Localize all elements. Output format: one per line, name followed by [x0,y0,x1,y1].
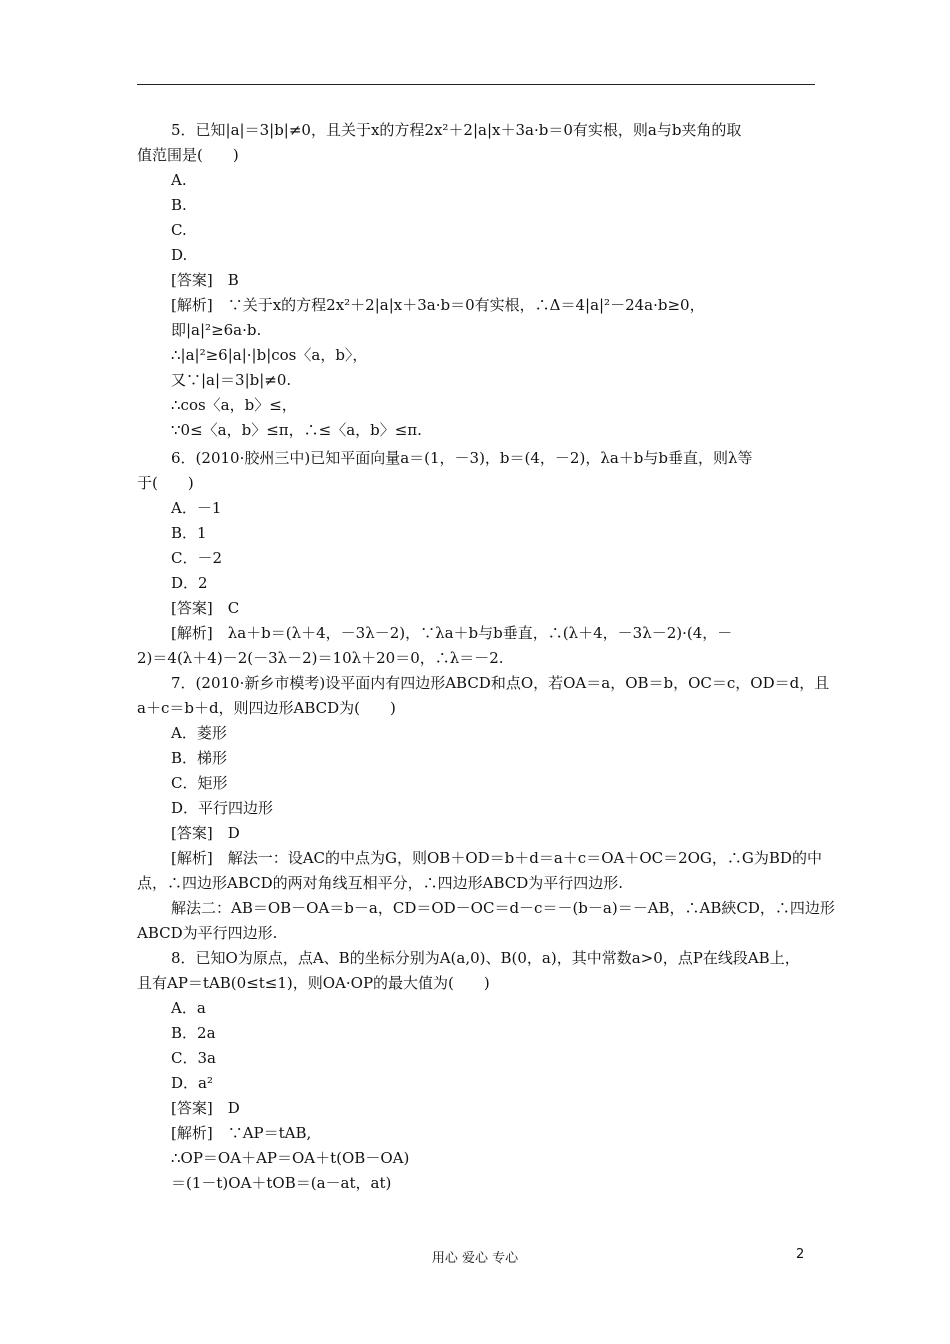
text-line: B．2a [171,1024,216,1042]
text-line: [解析] 解法一：设AC的中点为G，则OB＋OD＝b＋d＝a＋c＝OA＋OC＝2OG，∴G为BD的中 [171,849,822,867]
text-line: ∵0≤〈a，b〉≤π，∴≤〈a，b〉≤π. [171,421,422,439]
footer-text: 用心 爱心 专心 [431,1251,519,1266]
text-line: 于( ) [137,474,194,492]
text-line: A．a [171,999,206,1017]
text-line: 7．(2010·新乡市模考)设平面内有四边形ABCD和点O，若OA＝a，OB＝b，OC＝c，OD＝d，且 [171,674,830,692]
text-line: B．梯形 [171,749,228,767]
text-line: ＝(1－t)OA＋tOB＝(a－at，at) [171,1174,392,1192]
text-line: A. [171,171,187,189]
text-line: 6．(2010·胶州三中)已知平面向量a＝(1，－3)，b＝(4，－2)，λa＋b与b垂直，则λ等 [171,449,753,467]
text-line: ∴cos〈a，b〉≤， [171,396,297,414]
text-line: C．－2 [171,549,223,567]
text-line: [答案] B [171,271,239,289]
text-line: 即|a|²≥6a·b. [171,321,262,339]
text-line: [解析] λa＋b＝(λ＋4，－3λ－2)，∵λa＋b与b垂直，∴(λ＋4，－3λ－2)·(4，－ [171,624,733,642]
text-line: ∴|a|²≥6|a|·|b|cos〈a，b〉， [171,346,368,364]
text-line: B．1 [171,524,207,542]
text-line: A．－1 [171,499,222,517]
text-line: D．a² [171,1074,213,1092]
text-line: D．2 [171,574,208,592]
text-line: B. [171,196,187,214]
text-line: [答案] D [171,824,240,842]
text-line: D. [171,246,188,264]
text-line: 解法二：AB＝OB－OA＝b－a，CD＝OD－OC＝d－c＝－(b－a)＝－AB，∴AB綊CD，∴四边形 [171,899,835,917]
text-line: [解析] ∵关于x的方程2x²＋2|a|x＋3a·b＝0有实根，∴Δ＝4|a|²－24a·b≥0， [171,296,705,314]
text-line: D．平行四边形 [171,799,274,817]
text-line: [答案] C [171,599,240,617]
text-line: 且有AP＝tAB(0≤t≤1)，则OA·OP的最大值为( ) [137,974,490,992]
text-line: 点，∴四边形ABCD的两对角线互相平分，∴四边形ABCD为平行四边形. [137,874,624,892]
text-line: A．菱形 [171,724,227,742]
text-line: 2)＝4(λ＋4)－2(－3λ－2)＝10λ＋20＝0，∴λ＝－2. [137,649,504,667]
text-line: [解析] ∵AP＝tAB, [171,1124,312,1142]
text-line: ABCD为平行四边形. [137,924,278,942]
text-line: a＋c＝b＋d，则四边形ABCD为( ) [137,699,396,717]
text-line: C．3a [171,1049,216,1067]
text-line: ∴OP＝OA＋AP＝OA＋t(OB－OA) [171,1149,410,1167]
text-line: [答案] D [171,1099,240,1117]
text-line: 又∵|a|＝3|b|≠0. [171,371,292,389]
text-line: 8．已知O为原点，点A、B的坐标分别为A(a,0)、B(0，a)，其中常数a>0，点P在线段AB上， [171,949,800,967]
text-line: C. [171,221,187,239]
text-line: 值范围是( ) [137,146,239,164]
text-line: 5．已知|a|＝3|b|≠0，且关于x的方程2x²＋2|a|x＋3a·b＝0有实根，则a与b夹角的取 [171,121,742,139]
page-number: 2 [796,1247,805,1262]
header-rule [137,84,815,85]
text-line: C．矩形 [171,774,228,792]
